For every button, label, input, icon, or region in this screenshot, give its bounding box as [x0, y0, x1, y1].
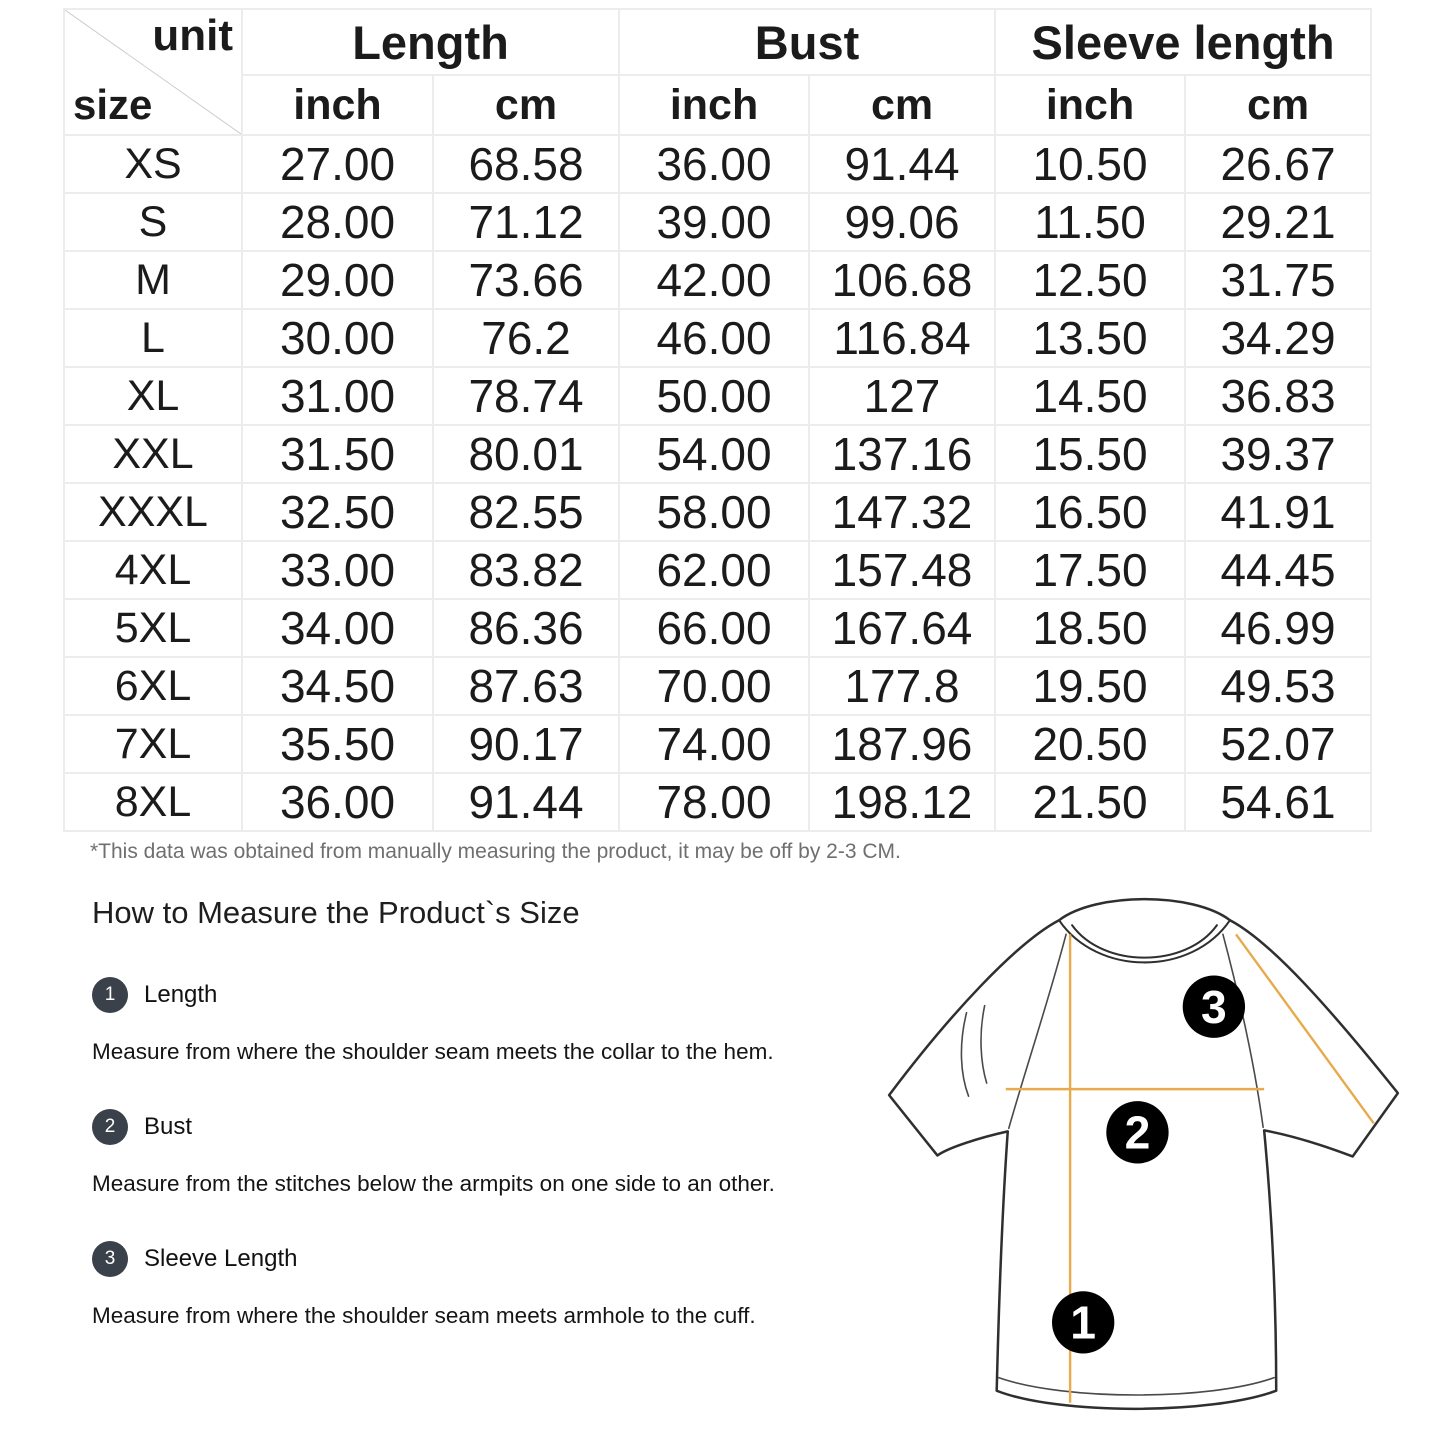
value-cell: 198.12: [809, 773, 995, 831]
unit-header-sleeve-inch: inch: [995, 75, 1185, 135]
value-cell: 177.8: [809, 657, 995, 715]
value-cell: 91.44: [809, 135, 995, 193]
table-row: [64, 135, 1371, 193]
measure-item-length-description: Measure from where the shoulder seam meets the collar to the hem.: [92, 1039, 774, 1064]
value-cell: 14.50: [995, 367, 1185, 425]
size-cell: XS: [64, 135, 242, 193]
value-cell: 19.50: [995, 657, 1185, 715]
table-row: [64, 309, 1371, 367]
measure-item-length-head: [92, 977, 792, 1013]
value-cell: 137.16: [809, 425, 995, 483]
table-row: [64, 251, 1371, 309]
value-cell: 27.00: [242, 135, 433, 193]
value-cell: 87.63: [433, 657, 619, 715]
corner-unit-label: unit: [152, 11, 233, 60]
table-row: [64, 773, 1371, 831]
marker-2-number: 2: [1124, 1106, 1151, 1159]
value-cell: 36.83: [1185, 367, 1371, 425]
value-cell: 91.44: [433, 773, 619, 831]
value-cell: 187.96: [809, 715, 995, 773]
corner-cell: [64, 9, 242, 135]
unit-header-length-inch: inch: [242, 75, 433, 135]
value-cell: 78.74: [433, 367, 619, 425]
size-cell: 5XL: [64, 599, 242, 657]
value-cell: 82.55: [433, 483, 619, 541]
value-cell: 157.48: [809, 541, 995, 599]
measure-item-length: [92, 977, 792, 1069]
value-cell: 15.50: [995, 425, 1185, 483]
step-2-badge: 2: [92, 1109, 128, 1145]
value-cell: 33.00: [242, 541, 433, 599]
unit-header-bust-cm: cm: [809, 75, 995, 135]
group-header-sleeve-length: Sleeve length: [995, 9, 1371, 75]
marker-2: [1106, 1101, 1168, 1163]
corner-size-label: size: [73, 81, 153, 128]
value-cell: 62.00: [619, 541, 809, 599]
size-cell: S: [64, 193, 242, 251]
value-cell: 34.50: [242, 657, 433, 715]
size-cell: 6XL: [64, 657, 242, 715]
value-cell: 20.50: [995, 715, 1185, 773]
table-row: [64, 599, 1371, 657]
value-cell: 39.00: [619, 193, 809, 251]
value-cell: 99.06: [809, 193, 995, 251]
measure-item-bust-label: Bust: [144, 1112, 193, 1140]
measure-item-bust-head: [92, 1109, 792, 1145]
value-cell: 86.36: [433, 599, 619, 657]
size-cell: XL: [64, 367, 242, 425]
measure-item-length-label: Length: [144, 981, 218, 1008]
value-cell: 21.50: [995, 773, 1185, 831]
unit-header-bust-inch: inch: [619, 75, 809, 135]
value-cell: 70.00: [619, 657, 809, 715]
size-cell: M: [64, 251, 242, 309]
value-cell: 36.00: [242, 773, 433, 831]
measure-item-bust: [92, 1109, 792, 1201]
step-1-badge: 1: [92, 977, 128, 1013]
value-cell: 80.01: [433, 425, 619, 483]
value-cell: 31.00: [242, 367, 433, 425]
tshirt-diagram: [852, 882, 1437, 1440]
size-cell: 8XL: [64, 773, 242, 831]
table-row: [64, 657, 1371, 715]
value-cell: 46.99: [1185, 599, 1371, 657]
measure-item-bust-description: Measure from the stitches below the armpits on one side to an other.: [92, 1170, 775, 1196]
value-cell: 31.50: [242, 425, 433, 483]
marker-1-number: 1: [1070, 1296, 1097, 1349]
group-header-bust: Bust: [619, 9, 995, 75]
value-cell: 68.58: [433, 135, 619, 193]
value-cell: 74.00: [619, 715, 809, 773]
value-cell: 66.00: [619, 599, 809, 657]
size-cell: 4XL: [64, 541, 242, 599]
value-cell: 35.50: [242, 715, 433, 773]
table-footnote: *This data was obtained from manually measuring the product, it may be off by 2-3 CM.: [90, 840, 901, 863]
table-row: [64, 715, 1371, 773]
value-cell: 34.29: [1185, 309, 1371, 367]
value-cell: 49.53: [1185, 657, 1371, 715]
step-3-badge: 3: [92, 1241, 128, 1277]
marker-3-number: 3: [1201, 980, 1227, 1033]
size-table-body: [64, 135, 1371, 831]
value-cell: 83.82: [433, 541, 619, 599]
value-cell: 29.21: [1185, 193, 1371, 251]
size-cell: 7XL: [64, 715, 242, 773]
value-cell: 16.50: [995, 483, 1185, 541]
value-cell: 90.17: [433, 715, 619, 773]
value-cell: 54.00: [619, 425, 809, 483]
value-cell: 26.67: [1185, 135, 1371, 193]
tshirt-illustration: [852, 882, 1437, 1440]
measure-item-sleeve-head: [92, 1241, 792, 1277]
value-cell: 78.00: [619, 773, 809, 831]
value-cell: 39.37: [1185, 425, 1371, 483]
value-cell: 12.50: [995, 251, 1185, 309]
table-unit-header-row: [64, 75, 1371, 135]
value-cell: 36.00: [619, 135, 809, 193]
value-cell: 106.68: [809, 251, 995, 309]
value-cell: 32.50: [242, 483, 433, 541]
value-cell: 30.00: [242, 309, 433, 367]
size-cell: XXL: [64, 425, 242, 483]
value-cell: 73.66: [433, 251, 619, 309]
value-cell: 41.91: [1185, 483, 1371, 541]
group-header-length: Length: [242, 9, 619, 75]
value-cell: 147.32: [809, 483, 995, 541]
value-cell: 29.00: [242, 251, 433, 309]
value-cell: 34.00: [242, 599, 433, 657]
value-cell: 44.45: [1185, 541, 1371, 599]
unit-header-length-cm: cm: [433, 75, 619, 135]
value-cell: 71.12: [433, 193, 619, 251]
measure-item-sleeve: [92, 1241, 792, 1333]
measure-item-sleeve-description: Measure from where the shoulder seam meets armhole to the cuff.: [92, 1302, 756, 1328]
value-cell: 167.64: [809, 599, 995, 657]
measure-item-sleeve-label: Sleeve Length: [144, 1244, 298, 1272]
value-cell: 17.50: [995, 541, 1185, 599]
value-cell: 127: [809, 367, 995, 425]
value-cell: 76.2: [433, 309, 619, 367]
how-to-measure-section: [92, 895, 792, 1332]
table-group-header-row: [64, 9, 1371, 75]
value-cell: 50.00: [619, 367, 809, 425]
value-cell: 52.07: [1185, 715, 1371, 773]
table-row: [64, 425, 1371, 483]
value-cell: 31.75: [1185, 251, 1371, 309]
value-cell: 18.50: [995, 599, 1185, 657]
value-cell: 28.00: [242, 193, 433, 251]
value-cell: 11.50: [995, 193, 1185, 251]
size-cell: L: [64, 309, 242, 367]
table-row: [64, 541, 1371, 599]
table-row: [64, 193, 1371, 251]
measure-heading: How to Measure the Product`s Size: [92, 895, 580, 930]
value-cell: 13.50: [995, 309, 1185, 367]
size-cell: XXXL: [64, 483, 242, 541]
value-cell: 46.00: [619, 309, 809, 367]
value-cell: 10.50: [995, 135, 1185, 193]
value-cell: 58.00: [619, 483, 809, 541]
size-chart-table: [63, 8, 1372, 832]
marker-1: [1052, 1291, 1114, 1353]
value-cell: 54.61: [1185, 773, 1371, 831]
value-cell: 116.84: [809, 309, 995, 367]
table-row: [64, 367, 1371, 425]
value-cell: 42.00: [619, 251, 809, 309]
marker-3: [1183, 976, 1245, 1038]
table-row: [64, 483, 1371, 541]
unit-header-sleeve-cm: cm: [1185, 75, 1371, 135]
